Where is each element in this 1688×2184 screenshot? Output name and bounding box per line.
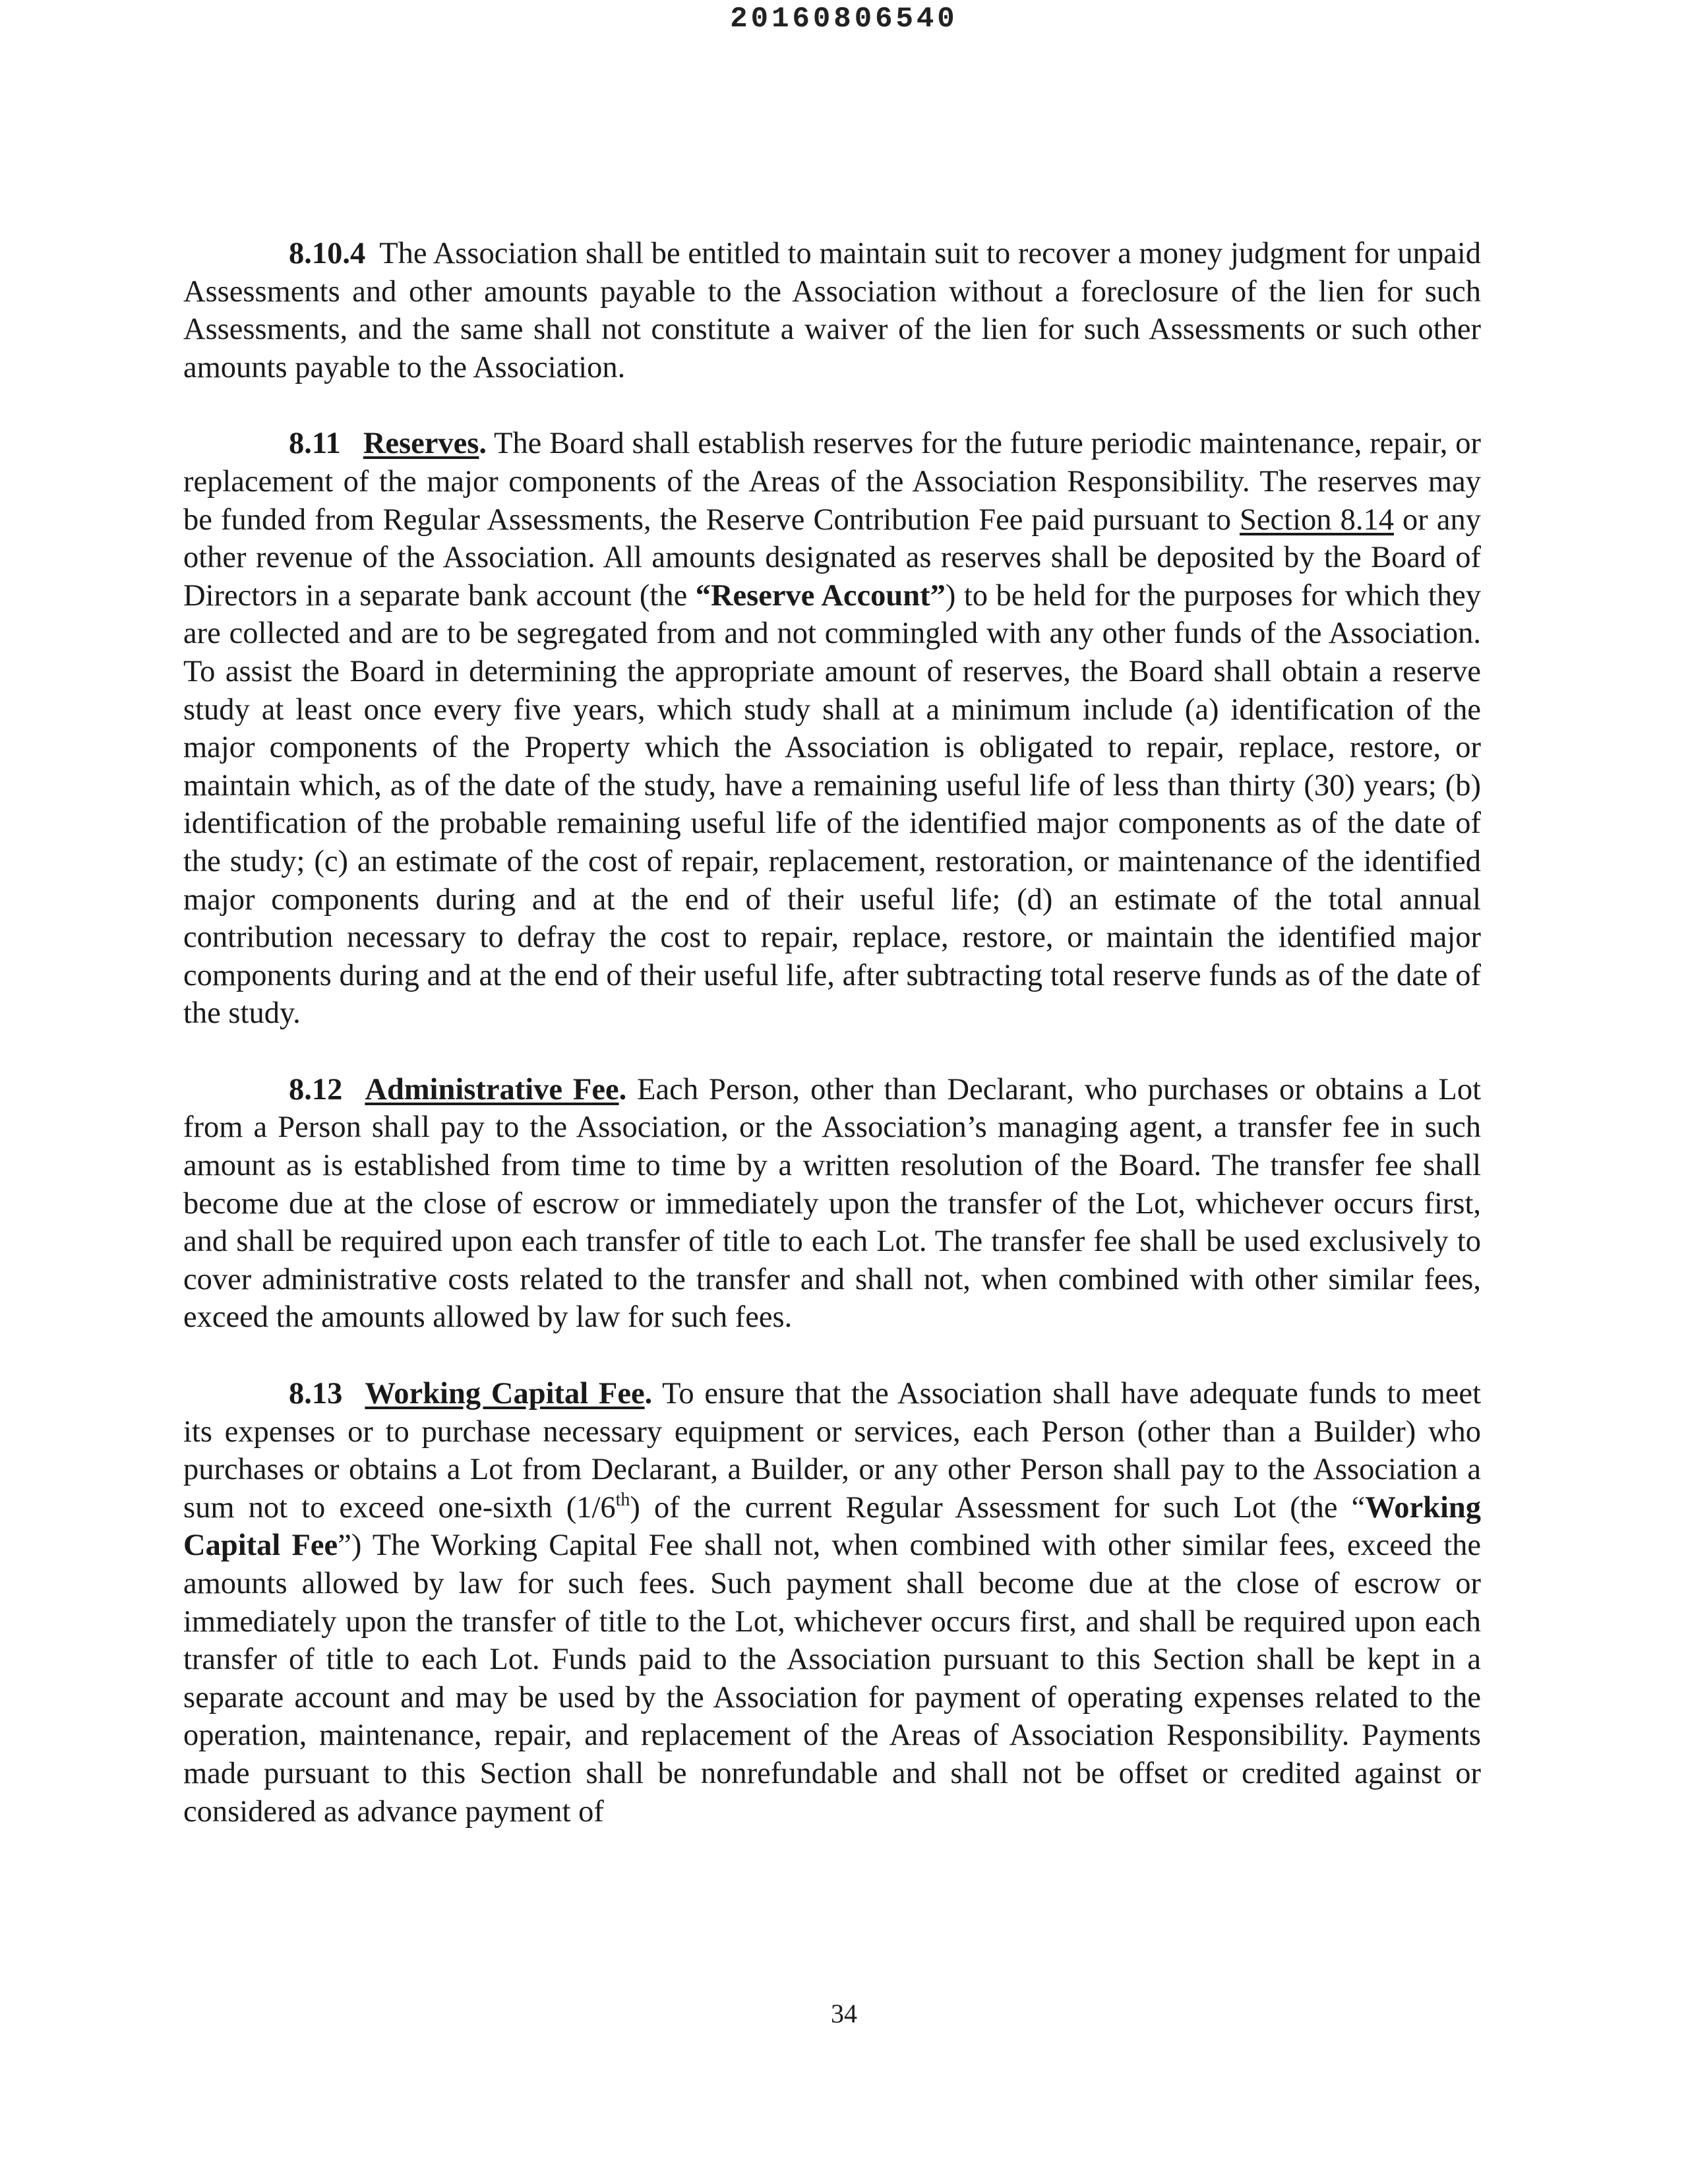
section-heading: Reserves: [363, 427, 479, 461]
section-heading: Working Capital Fee: [365, 1377, 645, 1411]
document-number: 20160806540: [730, 3, 958, 36]
section-text: ) of the current Regular Assessment for such Lot (the “: [630, 1490, 1366, 1525]
section-text: To ensure that the Association shall have adequate funds to meet its expenses or to purchase necessary equipment or services, each Person (other than a Builder) who purchases or obtains a Lot from Declarant, a Builder, or any other Person shall pay to the Association a sum not to exceed one-sixth (1/6: [183, 1377, 1481, 1525]
section-cross-reference: Section 8.14: [1240, 502, 1394, 537]
section-number: 8.10.4: [289, 237, 366, 270]
section-text: Each Person, other than Declarant, who purchases or obtains a Lot from a Person shall pay to the Association, or the Association’s managing agent, a transfer fee in such amount as is established from time to time by a written resolution of the Board. The transfer fee shall become due at the close of escrow or immediately upon the transfer of the Lot, whichever occurs first, and shall be required upon each transfer of title to each Lot. The transfer fee shall be used exclusively to cover administrative costs related to the transfer and shall not, when combined with other similar fees, exceed the amounts allowed by law for such fees.: [183, 1072, 1481, 1335]
section-text: ) to be held for the purposes for which they are collected and are to be segregated from and not commingled with any other funds of the Association. To assist the Board in determining the appropriate amount of reserves, the Board shall obtain a reserve study at least once every five years, which study shall at a minimum include (a) identification of the major components of the Property which the Association is obligated to repair, replace, restore, or maintain which, as of the date of the study, have a remaining useful life of less than thirty (30) years; (b) identification of the probable remaining useful life of the identified major components as of the date of the study; (c) an estimate of the cost of repair, replacement, restoration, or maintenance of the identified major components during and at the end of their useful life; (d) an estimate of the total annual contribution necessary to defray the cost to repair, replace, restore, or maintain the identified major components during and at the end of their useful life, after subtracting total reserve funds as of the date of the study.: [183, 578, 1481, 1031]
section-number: 8.11: [289, 427, 341, 461]
section-8-11: [183, 425, 1481, 1033]
section-8-10-4: [183, 235, 1481, 386]
section-text: ”) The Working Capital Fee shall not, when combined with other similar fees, exceed the amounts allowed by law for such fees. Such payment shall become due at the close of escrow or immediately upon the transfer of title to the Lot, whichever occurs first, and shall be required upon each transfer of title to each Lot. Funds paid to the Association pursuant to this Section shall be kept in a separate account and may be used by the Association for payment of operating expenses related to the operation, maintenance, repair, and replacement of the Areas of Association Responsibility. Payments made pursuant to this Section shall be nonrefundable and shall not be offset or credited against or considered as advance payment of: [183, 1529, 1482, 1829]
defined-term: Working Capital Fee: [183, 1490, 1481, 1563]
section-8-12: [183, 1071, 1481, 1337]
section-text: or any other revenue of the Association. All amounts designated as reserves shall be deposited by the Board of Directors in a separate bank account (the: [183, 502, 1481, 613]
heading-punctuation: .: [479, 427, 487, 461]
section-number: 8.12: [289, 1072, 343, 1107]
document-body: [183, 235, 1481, 1831]
section-text: The Board shall establish reserves for the future periodic maintenance, repair, or replacement of the major components of the Areas of the Association Responsibility. The reserves may be funded from Regular Assessments, the Reserve Contribution Fee paid pursuant to: [183, 427, 1481, 537]
section-8-13: [183, 1375, 1481, 1831]
defined-term: “Reserve Account”: [695, 578, 946, 613]
section-text: The Association shall be entitled to maintain suit to recover a money judgment for unpaid Assessments and other amounts payable to the Association without a foreclosure of the lien for such Assessments, and the same shall not constitute a waiver of the lien for such Assessments or such other amounts payable to the Association.: [183, 237, 1481, 384]
section-heading: Administrative Fee: [365, 1072, 619, 1107]
ordinal-superscript: th: [615, 1489, 630, 1510]
page-number: 34: [831, 1999, 857, 2028]
section-number: 8.13: [289, 1377, 343, 1411]
heading-punctuation: .: [644, 1377, 653, 1411]
heading-punctuation: .: [618, 1072, 627, 1107]
